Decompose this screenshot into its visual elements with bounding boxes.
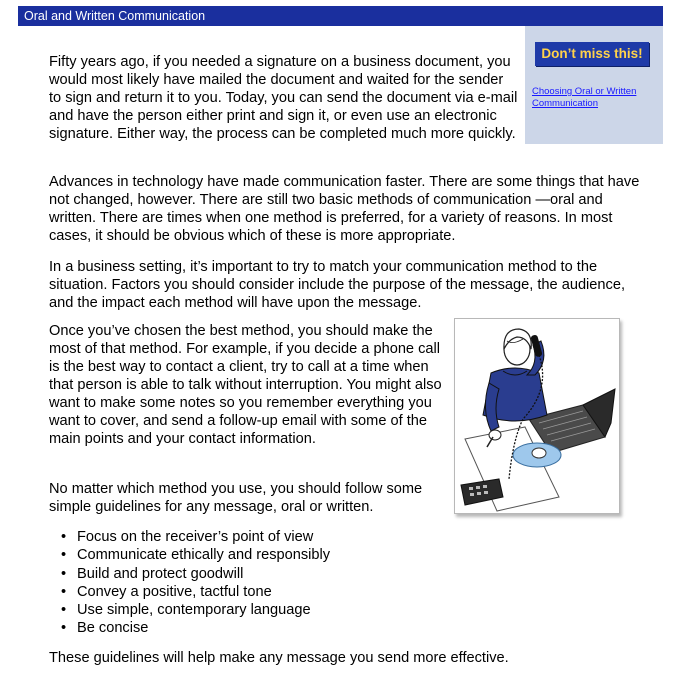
- list-item: • Focus on the receiver’s point of view: [58, 528, 330, 546]
- paragraph-advances: Advances in technology have made communication faster. There are some things that have not changed, however. There are still two basic methods of communication —oral and written. There are times when one method is preferred, for a variety of reasons. In most cases, it should be obvious which of these is more appropriate.: [49, 174, 640, 244]
- list-item: • Communicate ethically and responsibly: [58, 546, 330, 564]
- paragraph-guidelines-intro: No matter which method you use, you should follow some simple guidelines for any message, oral or written.: [49, 481, 423, 515]
- dont-miss-button[interactable]: Don’t miss this!: [535, 42, 649, 66]
- paragraph-signature: Fifty years ago, if you needed a signature on a business document, you would most likely have mailed the document and waited for the sender to sign and return it to you. Today, you can send the document via e-mail and have the person either print and sign it, or even use an electronic signature. Either way, the process can be completed much more quickly.: [49, 54, 518, 142]
- choosing-communication-link[interactable]: Choosing Oral or Written Communication: [532, 86, 637, 109]
- list-item: • Build and protect goodwill: [58, 565, 330, 583]
- list-item: • Use simple, contemporary language: [58, 601, 330, 619]
- paragraph-best-method: Once you’ve chosen the best method, you should make the most of that method. For example, if you decide a phone call is the best way to contact a client, try to call at a time when that person is able to talk without interruption. You might also want to make some notes so you remember everything you want to cover, and send a follow-up email with some of the main points and your contact information.: [49, 323, 442, 447]
- sidebar-panel: [525, 26, 663, 144]
- guidelines-list: [58, 528, 330, 638]
- page-header: [18, 6, 663, 26]
- paragraph-conclusion: These guidelines will help make any message you send more effective.: [49, 650, 509, 666]
- paragraph-business-setting: In a business setting, it’s important to try to match your communication method to the situation. Factors you should consider include the purpose of the message, the audience, and the impact each method will have upon the message.: [49, 259, 625, 311]
- phone-call-illustration: [454, 318, 620, 514]
- list-item: • Be concise: [58, 619, 330, 637]
- page-title: Oral and Written Communication: [24, 9, 206, 23]
- woman-on-phone-image: [455, 319, 619, 513]
- list-item: • Convey a positive, tactful tone: [58, 583, 330, 601]
